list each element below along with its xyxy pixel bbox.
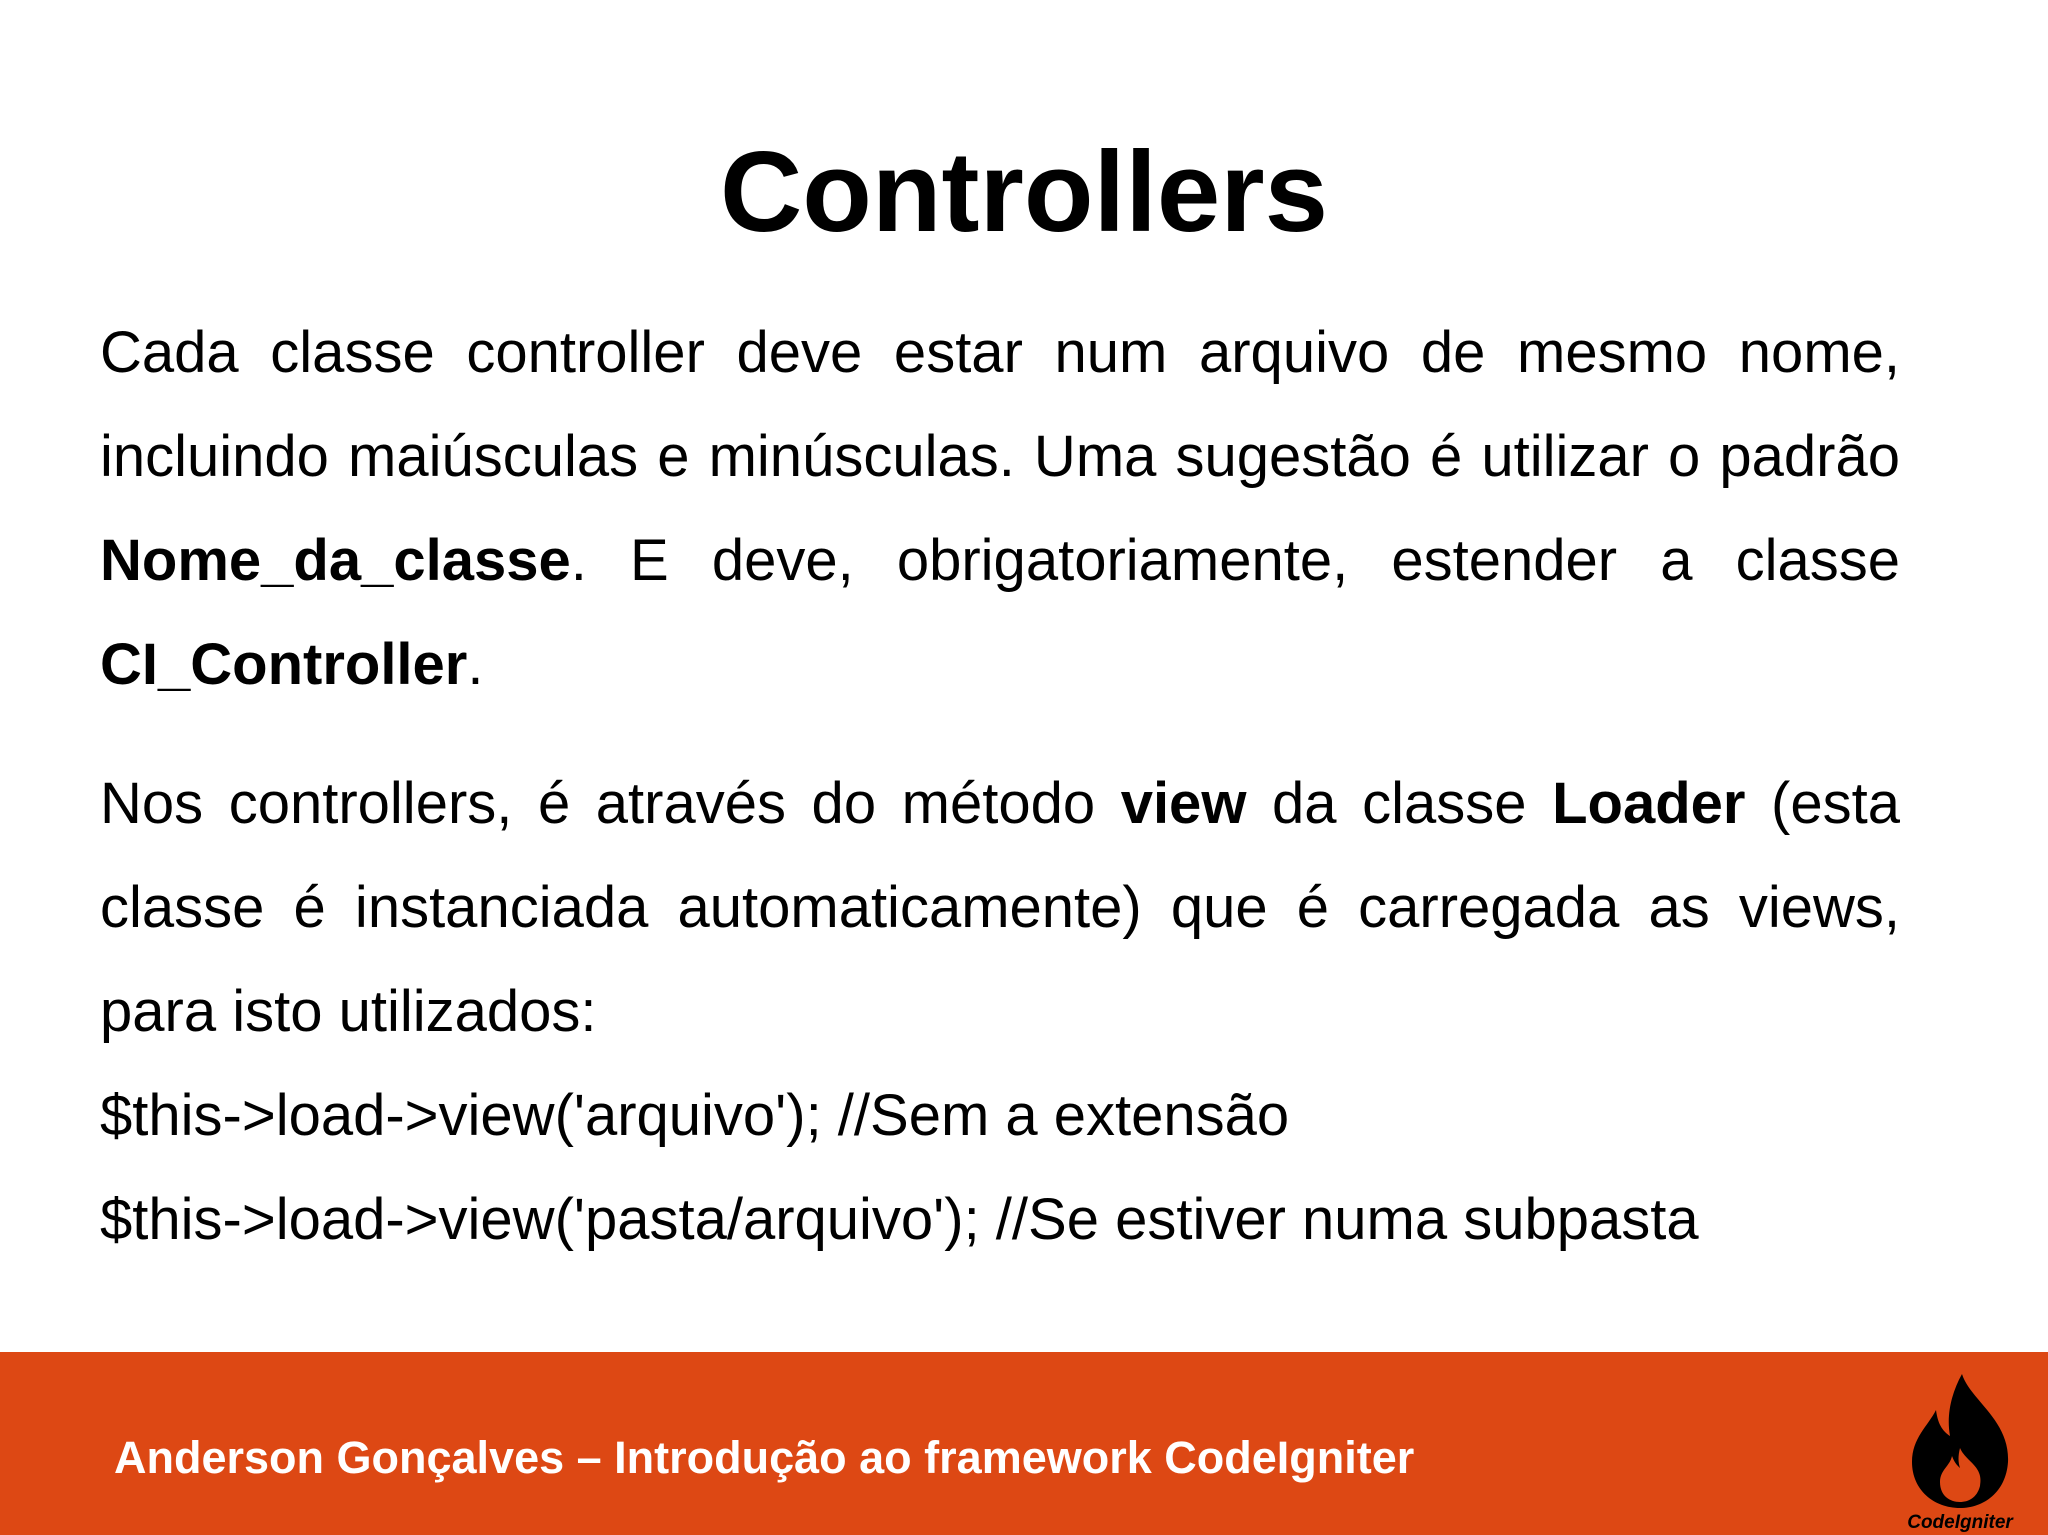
paragraph-text: Nos controllers, é através do método (100, 771, 1121, 836)
slide-title: Controllers (719, 129, 1329, 256)
loader-class-name: Loader (1552, 771, 1746, 836)
footer-text: Anderson Gonçalves – Introdução ao framework CodeIgniter (114, 1432, 1415, 1483)
paragraph-text: (esta classe é instanciada automaticamente) que é carregada as views, para isto utilizados: (100, 771, 1900, 1044)
paragraph-text: da classe (1246, 771, 1553, 836)
paragraph-text: . (467, 632, 484, 697)
paragraph-controller-naming (100, 301, 1900, 717)
logo-label: CodeIgniter (1907, 1512, 2013, 1533)
code-line: $this->load->view('pasta/arquivo'); //Se estiver numa subpasta (100, 1187, 1699, 1252)
method-name: view (1120, 771, 1247, 836)
flame-icon (1900, 1370, 2020, 1510)
class-name-pattern: Nome_da_classe (100, 528, 571, 593)
paragraph-text: . E deve, obrigatoriamente, estender a classe (570, 528, 1900, 593)
code-line: $this->load->view('arquivo'); //Sem a extensão (100, 1083, 1290, 1148)
codeigniter-logo (1900, 1370, 2040, 1533)
paragraph-text: Cada classe controller deve estar num arquivo de mesmo nome, incluindo maiúsculas e minúsculas. Uma sugestão é utilizar o padrão (100, 320, 1900, 489)
paragraph-loader-view (100, 752, 1900, 1064)
base-class-name: CI_Controller (100, 632, 468, 697)
